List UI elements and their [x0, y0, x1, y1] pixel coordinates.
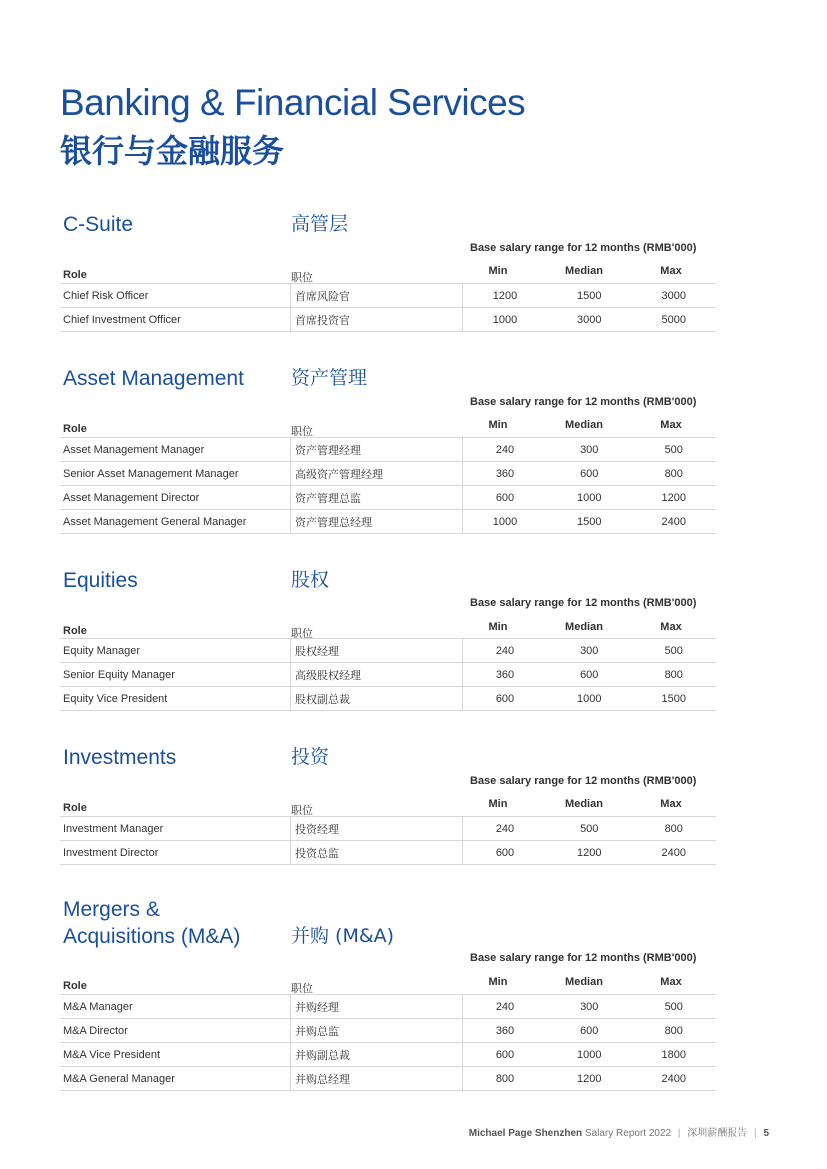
section-title-en-line1: Mergers & [63, 898, 160, 921]
role-cell: Senior Asset Management Manager [60, 462, 291, 486]
header-role: Role [63, 980, 87, 992]
page-title-cn: 银行与金融服务 [60, 132, 285, 170]
table-row [60, 663, 716, 687]
role-cell: Chief Investment Officer [60, 308, 291, 332]
median-cell: 600 [547, 1019, 632, 1043]
median-cell: 300 [547, 995, 632, 1019]
position-cell: 并购总监 [291, 1019, 463, 1043]
footer-separator: | [754, 1128, 757, 1139]
role-cell: Investment Manager [60, 817, 291, 841]
position-cell: 股权经理 [291, 639, 463, 663]
role-cell: Equity Vice President [60, 687, 291, 711]
header-min: Min [488, 621, 508, 633]
max-cell: 500 [632, 438, 717, 462]
min-cell: 240 [463, 817, 548, 841]
base-salary-label: Base salary range for 12 months (RMB'000) [470, 242, 697, 254]
table-row [60, 308, 716, 332]
header-role: Role [63, 423, 87, 435]
table-row [60, 995, 716, 1019]
base-salary-label: Base salary range for 12 months (RMB'000) [470, 775, 697, 787]
max-cell: 800 [632, 663, 717, 687]
max-cell: 800 [632, 1019, 717, 1043]
min-cell: 240 [463, 995, 548, 1019]
max-cell: 500 [632, 995, 717, 1019]
median-cell: 1200 [547, 841, 632, 865]
table-row [60, 841, 716, 865]
footer-report: Salary Report 2022 [584, 1128, 672, 1139]
header-median: Median [565, 621, 603, 633]
min-cell: 360 [463, 1019, 548, 1043]
base-salary-label: Base salary range for 12 months (RMB'000) [470, 952, 697, 964]
section-title-cn: 并购 (M&A) [291, 925, 395, 947]
min-cell: 1200 [463, 284, 548, 308]
position-cell: 资产管理总监 [291, 486, 463, 510]
salary-table [60, 816, 716, 865]
max-cell: 2400 [632, 841, 717, 865]
base-salary-label: Base salary range for 12 months (RMB'000) [470, 396, 697, 408]
table-row [60, 486, 716, 510]
header-position: 职位 [291, 804, 313, 817]
header-role: Role [63, 269, 87, 281]
header-min: Min [488, 419, 508, 431]
header-min: Min [488, 265, 508, 277]
section-equities [60, 567, 717, 713]
page-number: 5 [763, 1128, 769, 1139]
table-row [60, 438, 716, 462]
salary-table [60, 283, 716, 332]
header-position: 职位 [291, 271, 313, 284]
page-footer [469, 1124, 769, 1139]
section-title-en: Investments [63, 746, 177, 769]
section-investments [60, 744, 717, 866]
median-cell: 1000 [547, 486, 632, 510]
position-cell: 首席风险官 [291, 284, 463, 308]
section-title-en: C-Suite [63, 213, 134, 236]
role-cell: M&A Director [60, 1019, 291, 1043]
table-row [60, 284, 716, 308]
role-cell: Chief Risk Officer [60, 284, 291, 308]
role-cell: Asset Management Director [60, 486, 291, 510]
section-mergers-acquisitions [60, 896, 717, 1090]
min-cell: 360 [463, 663, 548, 687]
role-cell: M&A General Manager [60, 1067, 291, 1091]
header-position: 职位 [291, 627, 313, 640]
header-median: Median [565, 976, 603, 988]
max-cell: 800 [632, 817, 717, 841]
min-cell: 240 [463, 639, 548, 663]
table-row [60, 687, 716, 711]
role-cell: Asset Management Manager [60, 438, 291, 462]
role-cell: Asset Management General Manager [60, 510, 291, 534]
position-cell: 高级资产管理经理 [291, 462, 463, 486]
section-title-en: Equities [63, 569, 138, 592]
header-position: 职位 [291, 425, 313, 438]
min-cell: 1000 [463, 308, 548, 332]
median-cell: 600 [547, 663, 632, 687]
max-cell: 3000 [632, 284, 717, 308]
median-cell: 3000 [547, 308, 632, 332]
min-cell: 600 [463, 841, 548, 865]
max-cell: 2400 [632, 510, 717, 534]
max-cell: 1200 [632, 486, 717, 510]
section-title-cn: 高管层 [291, 213, 349, 235]
position-cell: 并购总经理 [291, 1067, 463, 1091]
header-median: Median [565, 798, 603, 810]
salary-table [60, 994, 716, 1091]
header-role: Role [63, 625, 87, 637]
median-cell: 1500 [547, 510, 632, 534]
max-cell: 1800 [632, 1043, 717, 1067]
median-cell: 300 [547, 438, 632, 462]
salary-table [60, 638, 716, 711]
header-median: Median [565, 419, 603, 431]
header-position: 职位 [291, 982, 313, 995]
base-salary-label: Base salary range for 12 months (RMB'000) [470, 597, 697, 609]
median-cell: 1200 [547, 1067, 632, 1091]
table-row [60, 1043, 716, 1067]
footer-title-cn: 深圳薪酬报告 [687, 1128, 748, 1139]
position-cell: 并购经理 [291, 995, 463, 1019]
header-min: Min [488, 798, 508, 810]
table-row [60, 1067, 716, 1091]
min-cell: 360 [463, 462, 548, 486]
header-role: Role [63, 802, 87, 814]
position-cell: 首席投资官 [291, 308, 463, 332]
header-max: Max [660, 265, 682, 277]
median-cell: 500 [547, 817, 632, 841]
section-title-cn: 资产管理 [291, 367, 368, 389]
header-median: Median [565, 265, 603, 277]
position-cell: 资产管理总经理 [291, 510, 463, 534]
median-cell: 1000 [547, 1043, 632, 1067]
position-cell: 股权副总裁 [291, 687, 463, 711]
position-cell: 投资总监 [291, 841, 463, 865]
footer-separator: | [677, 1128, 681, 1139]
section-title-cn: 投资 [291, 746, 330, 768]
position-cell: 投资经理 [291, 817, 463, 841]
role-cell: Investment Director [60, 841, 291, 865]
section-title-en-line2: Acquisitions (M&A) [63, 925, 241, 948]
header-max: Max [660, 621, 682, 633]
max-cell: 1500 [632, 687, 717, 711]
header-min: Min [488, 976, 508, 988]
table-row [60, 462, 716, 486]
median-cell: 1500 [547, 284, 632, 308]
max-cell: 500 [632, 639, 717, 663]
median-cell: 300 [547, 639, 632, 663]
table-row [60, 639, 716, 663]
max-cell: 5000 [632, 308, 717, 332]
section-title-cn: 股权 [291, 569, 330, 591]
min-cell: 600 [463, 1043, 548, 1067]
median-cell: 600 [547, 462, 632, 486]
table-row [60, 817, 716, 841]
min-cell: 600 [463, 687, 548, 711]
header-max: Max [660, 798, 682, 810]
section-c-suite [60, 211, 717, 333]
footer-brand: Michael Page Shenzhen [468, 1128, 583, 1139]
position-cell: 并购副总裁 [291, 1043, 463, 1067]
max-cell: 2400 [632, 1067, 717, 1091]
section-asset-management [60, 365, 717, 535]
position-cell: 高级股权经理 [291, 663, 463, 687]
header-max: Max [660, 976, 682, 988]
table-row [60, 510, 716, 534]
role-cell: Senior Equity Manager [60, 663, 291, 687]
median-cell: 1000 [547, 687, 632, 711]
salary-table [60, 437, 716, 534]
min-cell: 600 [463, 486, 548, 510]
min-cell: 1000 [463, 510, 548, 534]
role-cell: Equity Manager [60, 639, 291, 663]
min-cell: 800 [463, 1067, 548, 1091]
page-title-en: Banking & Financial Services [60, 82, 526, 123]
section-title-en: Asset Management [63, 367, 244, 390]
min-cell: 240 [463, 438, 548, 462]
role-cell: M&A Manager [60, 995, 291, 1019]
table-row [60, 1019, 716, 1043]
role-cell: M&A Vice President [60, 1043, 291, 1067]
max-cell: 800 [632, 462, 717, 486]
position-cell: 资产管理经理 [291, 438, 463, 462]
header-max: Max [660, 419, 682, 431]
